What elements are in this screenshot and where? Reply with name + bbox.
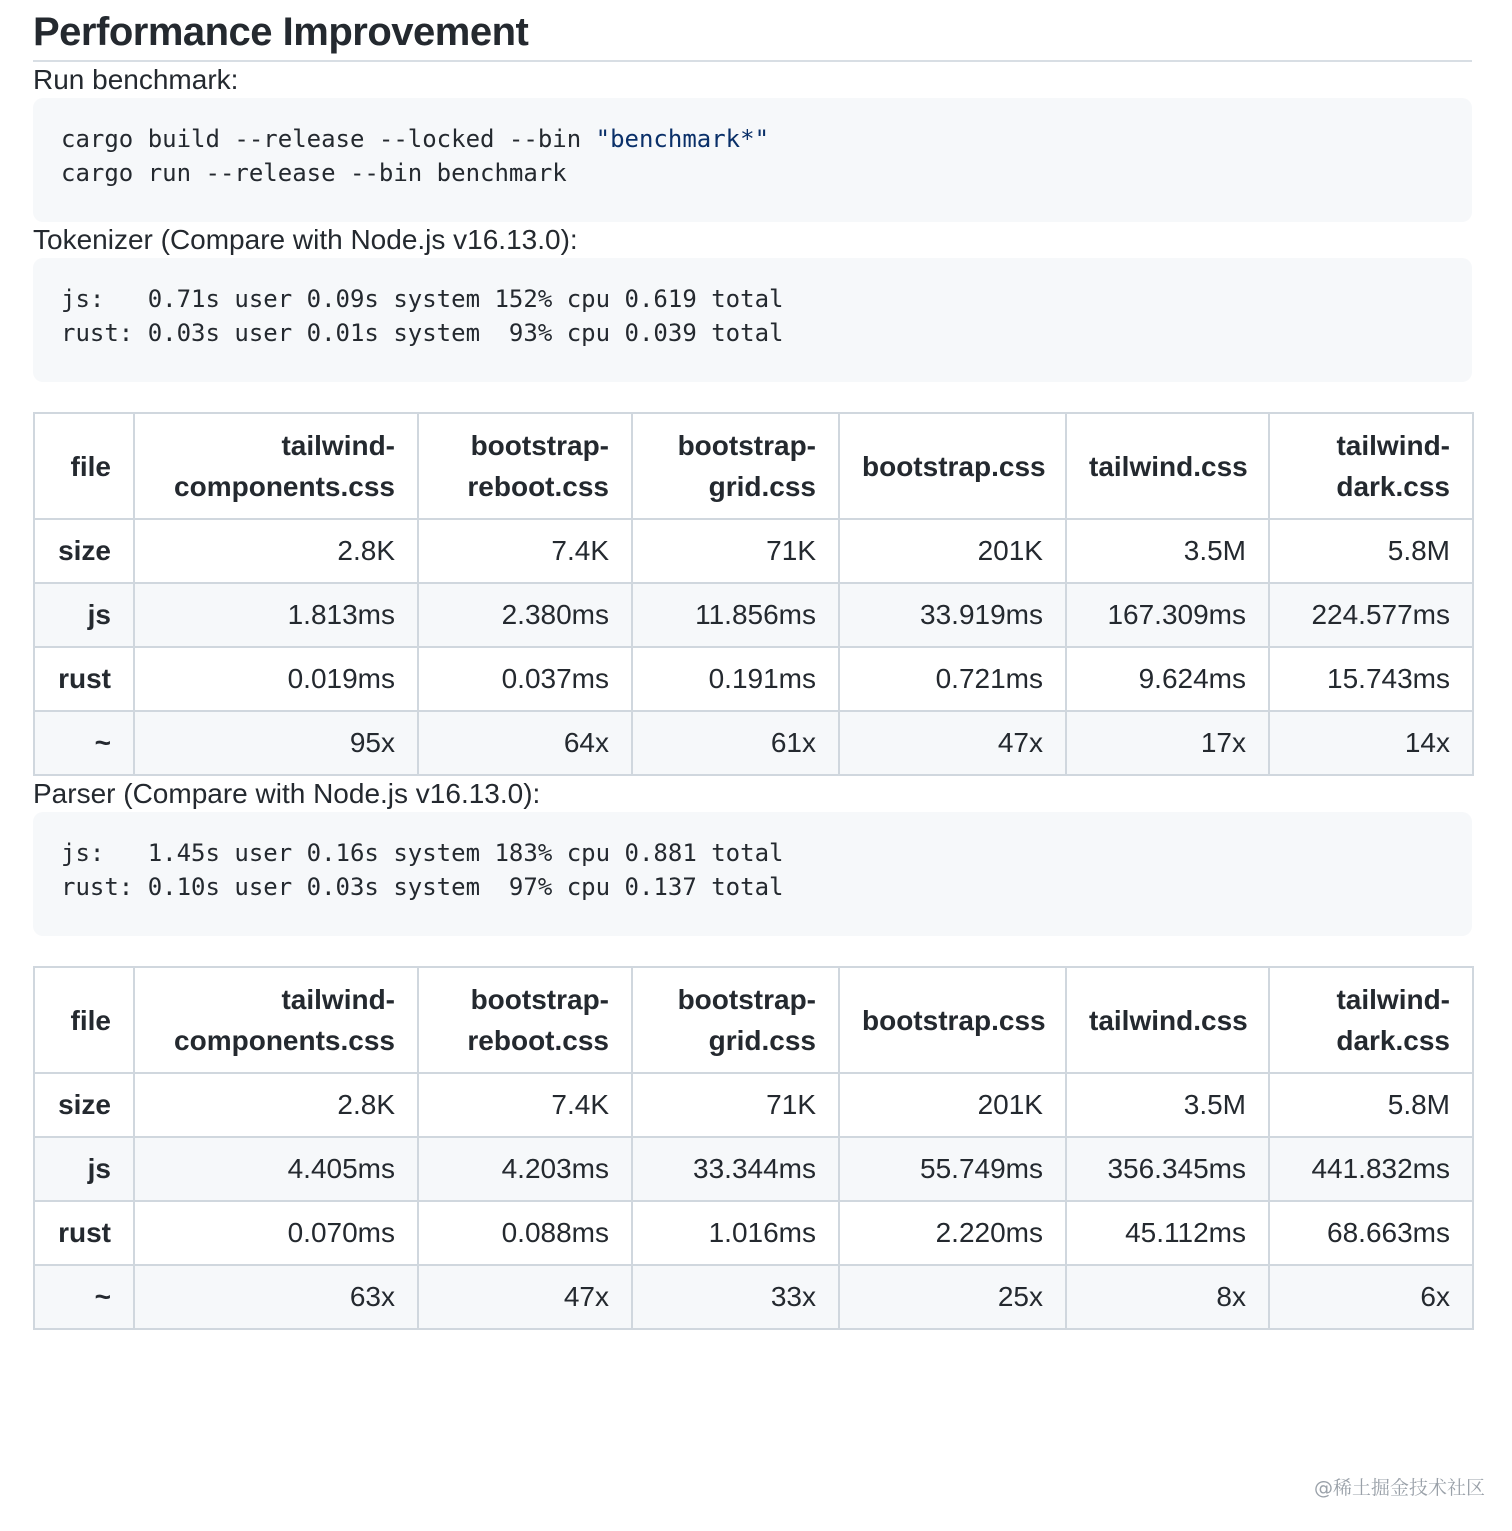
table-cell: 8x (1066, 1265, 1269, 1329)
row-header: rust (34, 1201, 134, 1265)
column-header-text: file (70, 450, 111, 482)
row-header: ~ (34, 1265, 134, 1329)
row-header: size (34, 519, 134, 583)
table-row (34, 583, 1473, 647)
table-row (34, 1201, 1473, 1265)
tokenizer-code-block (33, 258, 1472, 382)
row-header: js (34, 583, 134, 647)
readme-article (33, 0, 1472, 1330)
run-benchmark-label: Run benchmark: (33, 64, 239, 95)
table-cell: 1.813ms (134, 583, 418, 647)
table-cell: 9.624ms (1066, 647, 1269, 711)
table-cell: 2.380ms (418, 583, 632, 647)
table-cell: 0.088ms (418, 1201, 632, 1265)
table-row (34, 1137, 1473, 1201)
column-header-text: file (70, 1004, 111, 1036)
table-cell: 0.070ms (134, 1201, 418, 1265)
column-header-text: dark.css (1336, 471, 1450, 502)
table-cell: 55.749ms (839, 1137, 1066, 1201)
column-header-text: tailwind.css (1089, 1004, 1248, 1036)
table-header-row (34, 413, 1473, 519)
table-cell: 17x (1066, 711, 1269, 775)
code-line: cargo build --release --locked --bin (61, 125, 596, 153)
column-header (632, 413, 839, 519)
column-header-text: bootstrap.css (862, 1004, 1046, 1036)
table-cell: 441.832ms (1269, 1137, 1473, 1201)
tokenizer-label: Tokenizer (Compare with Node.js v16.13.0): (33, 224, 578, 255)
column-header-text: components.css (174, 1025, 395, 1056)
column-header-text: reboot.css (467, 471, 609, 502)
column-header-text: tailwind- (1336, 984, 1450, 1015)
table-cell: 47x (418, 1265, 632, 1329)
page-title: Performance Improvement (33, 0, 1472, 62)
column-header-text: bootstrap- (470, 430, 609, 461)
column-header-text: grid.css (708, 1025, 816, 1056)
watermark: @稀土掘金技术社区 (1314, 1477, 1486, 1499)
parser-label: Parser (Compare with Node.js v16.13.0): (33, 778, 541, 809)
column-header (1066, 967, 1269, 1073)
column-header-text: bootstrap- (677, 430, 816, 461)
column-header-file (34, 413, 134, 519)
column-header (839, 413, 1066, 519)
table-cell: 4.405ms (134, 1137, 418, 1201)
table-cell: 25x (839, 1265, 1066, 1329)
table-cell: 33x (632, 1265, 839, 1329)
table-row (34, 1265, 1473, 1329)
run-benchmark-code-block (33, 98, 1472, 222)
table-cell: 201K (839, 1073, 1066, 1137)
table-cell: 5.8M (1269, 519, 1473, 583)
table-cell: 95x (134, 711, 418, 775)
parser-code-block (33, 812, 1472, 936)
table-cell: 45.112ms (1066, 1201, 1269, 1265)
code-line: js: 0.71s user 0.09s system 152% cpu 0.619 total (61, 285, 784, 313)
table-cell: 7.4K (418, 519, 632, 583)
table-cell: 14x (1269, 711, 1473, 775)
table-cell: 224.577ms (1269, 583, 1473, 647)
table-cell: 5.8M (1269, 1073, 1473, 1137)
row-header: js (34, 1137, 134, 1201)
table-cell: 2.220ms (839, 1201, 1066, 1265)
tokenizer-table (33, 412, 1474, 776)
column-header (839, 967, 1066, 1073)
table-cell: 71K (632, 519, 839, 583)
column-header-text: bootstrap- (677, 984, 816, 1015)
table-cell: 7.4K (418, 1073, 632, 1137)
table-cell: 71K (632, 1073, 839, 1137)
row-header: size (34, 1073, 134, 1137)
column-header (418, 967, 632, 1073)
table-cell: 15.743ms (1269, 647, 1473, 711)
table-row (34, 647, 1473, 711)
table-cell: 2.8K (134, 519, 418, 583)
column-header-text: reboot.css (467, 1025, 609, 1056)
table-cell: 3.5M (1066, 1073, 1269, 1137)
column-header-text: tailwind.css (1089, 450, 1248, 482)
parser-table (33, 966, 1474, 1330)
column-header-text: components.css (174, 471, 395, 502)
column-header (1269, 967, 1473, 1073)
table-cell: 33.344ms (632, 1137, 839, 1201)
code-line: rust: 0.03s user 0.01s system 93% cpu 0.039 total (61, 319, 784, 347)
column-header-file (34, 967, 134, 1073)
table-cell: 11.856ms (632, 583, 839, 647)
column-header-text: bootstrap- (470, 984, 609, 1015)
table-cell: 0.721ms (839, 647, 1066, 711)
table-cell: 47x (839, 711, 1066, 775)
table-header-row (34, 967, 1473, 1073)
column-header (632, 967, 839, 1073)
table-cell: 63x (134, 1265, 418, 1329)
column-header-text: tailwind- (1336, 430, 1450, 461)
column-header (134, 413, 418, 519)
column-header (418, 413, 632, 519)
table-cell: 0.037ms (418, 647, 632, 711)
table-cell: 4.203ms (418, 1137, 632, 1201)
table-cell: 0.191ms (632, 647, 839, 711)
column-header-text: dark.css (1336, 1025, 1450, 1056)
table-cell: 167.309ms (1066, 583, 1269, 647)
table-cell: 68.663ms (1269, 1201, 1473, 1265)
column-header-text: tailwind- (281, 430, 395, 461)
table-row (34, 519, 1473, 583)
column-header-text: grid.css (708, 471, 816, 502)
table-cell: 64x (418, 711, 632, 775)
column-header (1066, 413, 1269, 519)
table-row (34, 711, 1473, 775)
column-header-text: tailwind- (281, 984, 395, 1015)
table-cell: 356.345ms (1066, 1137, 1269, 1201)
table-cell: 33.919ms (839, 583, 1066, 647)
code-line: rust: 0.10s user 0.03s system 97% cpu 0.137 total (61, 873, 784, 901)
code-line: cargo run --release --bin benchmark (61, 159, 567, 187)
table-cell: 0.019ms (134, 647, 418, 711)
table-cell: 2.8K (134, 1073, 418, 1137)
table-cell: 201K (839, 519, 1066, 583)
code-string: "benchmark*" (595, 125, 770, 153)
row-header: rust (34, 647, 134, 711)
table-cell: 1.016ms (632, 1201, 839, 1265)
row-header: ~ (34, 711, 134, 775)
column-header-text: bootstrap.css (862, 450, 1046, 482)
table-row (34, 1073, 1473, 1137)
column-header (1269, 413, 1473, 519)
table-cell: 3.5M (1066, 519, 1269, 583)
table-cell: 61x (632, 711, 839, 775)
table-cell: 6x (1269, 1265, 1473, 1329)
column-header (134, 967, 418, 1073)
code-line: js: 1.45s user 0.16s system 183% cpu 0.881 total (61, 839, 784, 867)
